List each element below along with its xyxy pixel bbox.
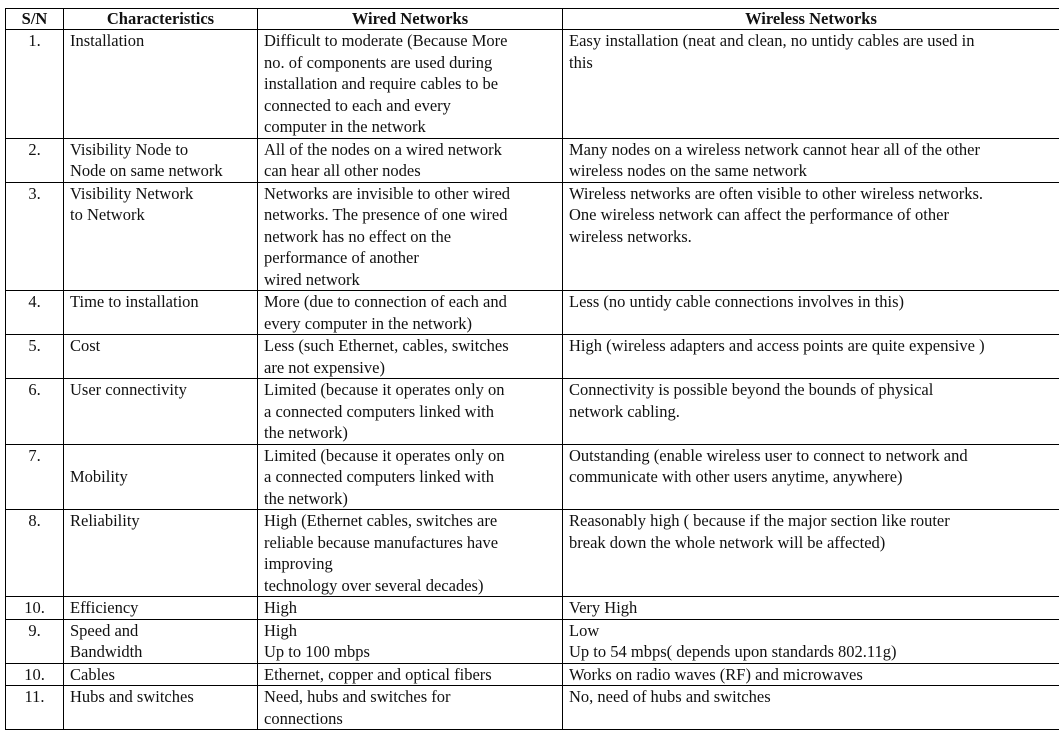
row-sn: 5. xyxy=(6,335,64,379)
row-sn: 7. xyxy=(6,444,64,510)
row-sn: 3. xyxy=(6,182,64,291)
table-row xyxy=(6,686,1059,730)
comparison-table xyxy=(5,8,1059,730)
row-wired: Limited (because it operates only on a connected computers linked with the network) xyxy=(258,379,563,445)
row-wireless: Less (no untidy cable connections involves in this) xyxy=(563,291,1059,335)
table-row xyxy=(6,597,1059,620)
row-characteristic: Visibility Network to Network xyxy=(64,182,258,291)
row-characteristic: Time to installation xyxy=(64,291,258,335)
row-wired: High Up to 100 mbps xyxy=(258,619,563,663)
row-wired: Difficult to moderate (Because More no. of components are used during installation and require cables to be connected to each and every computer in the network xyxy=(258,30,563,139)
row-sn: 6. xyxy=(6,379,64,445)
row-characteristic: Installation xyxy=(64,30,258,139)
row-wireless: Outstanding (enable wireless user to connect to network and communicate with other users anytime, anywhere) xyxy=(563,444,1059,510)
row-wired: Networks are invisible to other wired networks. The presence of one wired network has no effect on the performance of another wired network xyxy=(258,182,563,291)
row-wired: Limited (because it operates only on a connected computers linked with the network) xyxy=(258,444,563,510)
row-wired: Need, hubs and switches for connections xyxy=(258,686,563,730)
row-wireless: Low Up to 54 mbps( depends upon standards 802.11g) xyxy=(563,619,1059,663)
row-sn: 8. xyxy=(6,510,64,597)
row-wireless: Very High xyxy=(563,597,1059,620)
row-characteristic: Efficiency xyxy=(64,597,258,620)
row-characteristic: Speed and Bandwidth xyxy=(64,619,258,663)
row-wired: High (Ethernet cables, switches are reliable because manufactures have improving technology over several decades) xyxy=(258,510,563,597)
table-row xyxy=(6,291,1059,335)
row-sn: 4. xyxy=(6,291,64,335)
row-sn: 2. xyxy=(6,138,64,182)
table-row xyxy=(6,138,1059,182)
row-characteristic: Hubs and switches xyxy=(64,686,258,730)
table-row xyxy=(6,182,1059,291)
row-characteristic: Cables xyxy=(64,663,258,686)
row-wireless: Many nodes on a wireless network cannot hear all of the other wireless nodes on the same network xyxy=(563,138,1059,182)
header-wired: Wired Networks xyxy=(258,9,563,30)
table-row xyxy=(6,30,1059,139)
row-wireless: Reasonably high ( because if the major section like router break down the whole network will be affected) xyxy=(563,510,1059,597)
row-wireless: Works on radio waves (RF) and microwaves xyxy=(563,663,1059,686)
row-wired: High xyxy=(258,597,563,620)
row-wireless: No, need of hubs and switches xyxy=(563,686,1059,730)
row-characteristic: Reliability xyxy=(64,510,258,597)
table-row xyxy=(6,444,1059,510)
row-sn: 10. xyxy=(6,663,64,686)
row-sn: 1. xyxy=(6,30,64,139)
row-wireless: Easy installation (neat and clean, no untidy cables are used in this xyxy=(563,30,1059,139)
row-wireless: Wireless networks are often visible to other wireless networks. One wireless network can affect the performance of other wireless networks. xyxy=(563,182,1059,291)
row-sn: 10. xyxy=(6,597,64,620)
row-characteristic: Mobility xyxy=(64,444,258,510)
row-wired: Less (such Ethernet, cables, switches are not expensive) xyxy=(258,335,563,379)
table-row xyxy=(6,619,1059,663)
row-characteristic: User connectivity xyxy=(64,379,258,445)
row-wired: All of the nodes on a wired network can hear all other nodes xyxy=(258,138,563,182)
row-sn: 9. xyxy=(6,619,64,663)
table-row xyxy=(6,335,1059,379)
row-wired: More (due to connection of each and every computer in the network) xyxy=(258,291,563,335)
table-row xyxy=(6,663,1059,686)
row-wired: Ethernet, copper and optical fibers xyxy=(258,663,563,686)
row-wireless: High (wireless adapters and access points are quite expensive ) xyxy=(563,335,1059,379)
header-wireless: Wireless Networks xyxy=(563,9,1059,30)
row-sn: 11. xyxy=(6,686,64,730)
header-characteristics: Characteristics xyxy=(64,9,258,30)
row-characteristic: Visibility Node to Node on same network xyxy=(64,138,258,182)
header-sn: S/N xyxy=(6,9,64,30)
row-wireless: Connectivity is possible beyond the bounds of physical network cabling. xyxy=(563,379,1059,445)
header-row xyxy=(6,9,1059,30)
table-row xyxy=(6,379,1059,445)
row-characteristic: Cost xyxy=(64,335,258,379)
table-row xyxy=(6,510,1059,597)
